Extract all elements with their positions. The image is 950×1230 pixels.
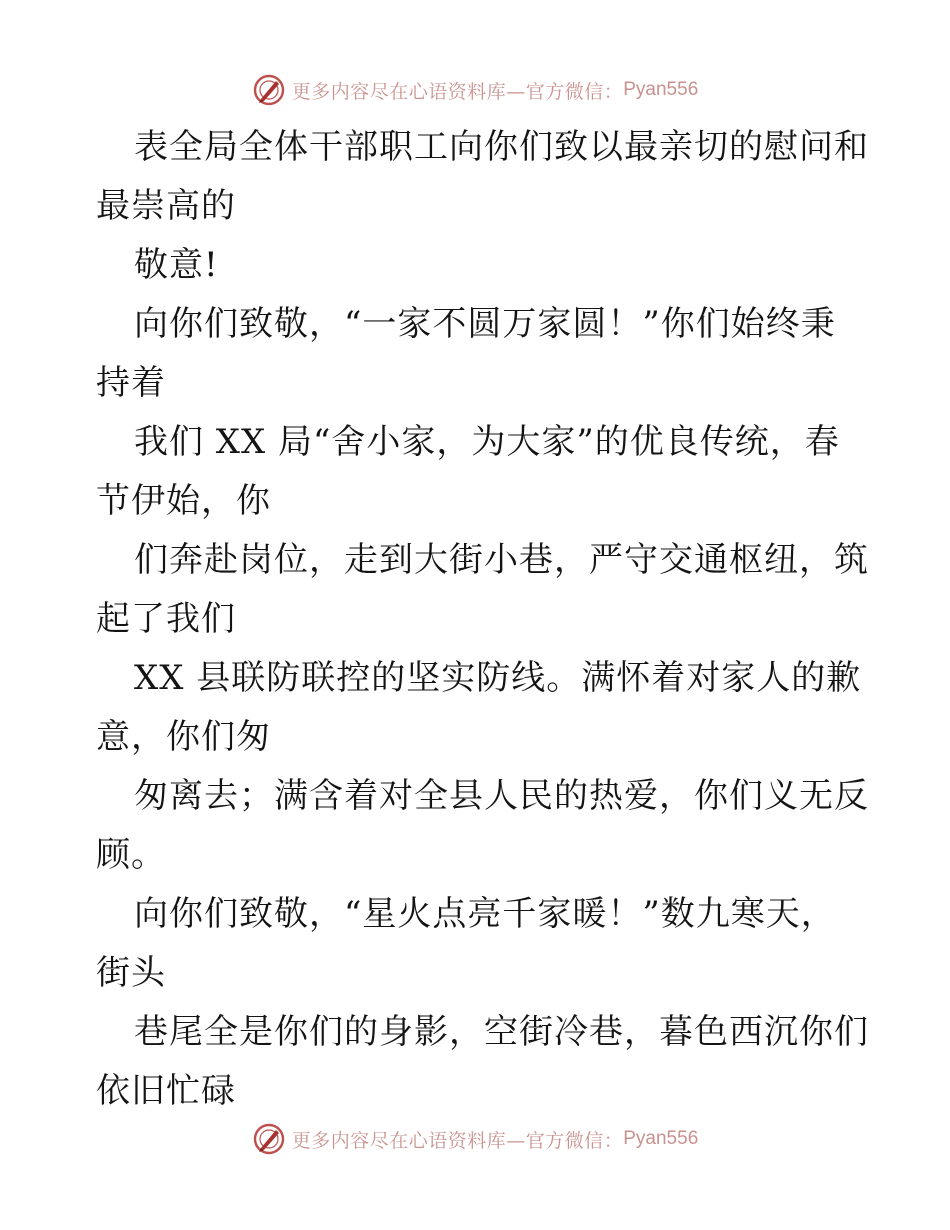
text-line: 们奔赴岗位，走到大街小巷，严守交通枢纽，筑 (134, 540, 869, 580)
document-body (96, 118, 869, 1121)
text-line: 意，你们匆 (96, 717, 271, 757)
text-line: 匆离去；满含着对全县人民的热爱，你们义无反 (134, 776, 869, 816)
footer-watermark-account: Pyan556 (623, 1128, 699, 1149)
footer-watermark-banner (0, 1119, 950, 1159)
text-line: XX 县联防联控的坚实防线。满怀着对家人的歉 (134, 658, 862, 698)
text-line: 巷尾全是你们的身影，空街冷巷，暮色西沉你们 (134, 1012, 869, 1052)
text-line: 依旧忙碌 (96, 1071, 236, 1111)
text-line: 持着 (96, 363, 166, 403)
text-line: 向你们致敬，“星火点亮千家暖！”数九寒天， (134, 894, 836, 934)
text-line: 节伊始，你 (96, 481, 271, 521)
text-line: 向你们致敬，“一家不圆万家圆！”你们始终秉 (134, 304, 836, 344)
text-line: 起了我们 (96, 599, 236, 639)
text-line: 顾。 (96, 835, 166, 875)
pen-logo-icon (252, 1122, 286, 1156)
text-line: 敬意! (134, 245, 219, 285)
text-line: 表全局全体干部职工向你们致以最亲切的慰问和 (134, 127, 869, 167)
text-line: 最崇高的 (96, 186, 236, 226)
footer-watermark-text: 更多内容尽在心语资料库—官方微信： (291, 1129, 624, 1152)
header-watermark-banner (0, 70, 950, 110)
text-line: 我们 XX 局“舍小家，为大家”的优良传统，春 (134, 422, 840, 462)
pen-logo-icon (252, 73, 286, 107)
text-line: 街头 (96, 953, 166, 993)
header-watermark-text: 更多内容尽在心语资料库—官方微信： (291, 80, 624, 103)
header-watermark-account: Pyan556 (623, 79, 699, 100)
